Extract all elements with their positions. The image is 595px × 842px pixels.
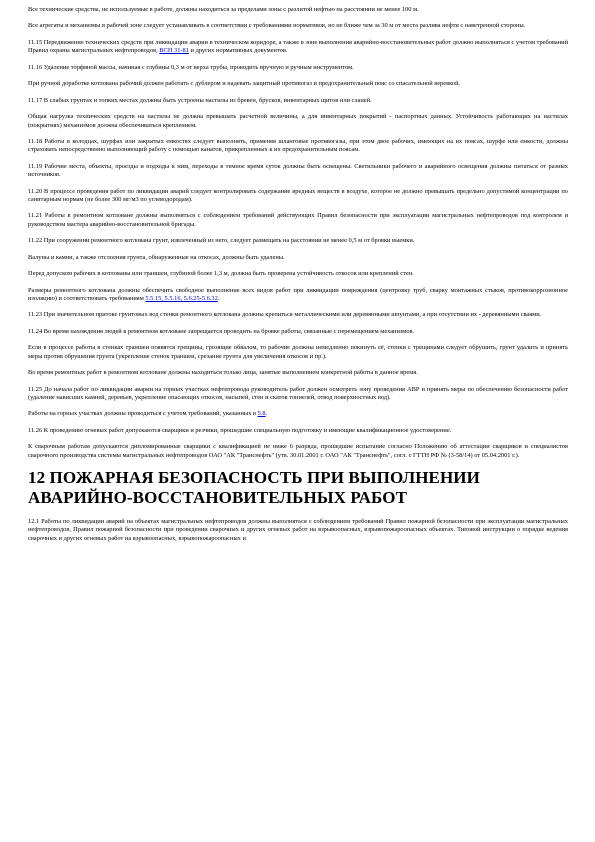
section-heading-line1: 12 ПОЖАРНАЯ БЕЗОПАСНОСТЬ ПРИ ВЫПОЛНЕНИИ [28, 468, 480, 488]
paragraph-text: Во время ремонтных работ в ремонтном котловане должны находиться только лица, занятые выполнением конкретной работы в данное время. [28, 369, 418, 377]
paragraph [28, 344, 568, 361]
paragraph [28, 328, 568, 336]
paragraph [28, 237, 568, 245]
paragraph [28, 386, 568, 403]
paragraph-text: 11.17 В слабых грунтах и топких местах должны быть устроены настилы из бревен, брусков, инвентарных щитов или сланей. [28, 96, 372, 104]
paragraph-text: Все технические средства, не используемые в работе, должны находиться за пределами зоны с разлитой нефтью на расстоянии не менее 100 м. [28, 6, 419, 13]
paragraph [28, 427, 568, 435]
section-heading [28, 468, 568, 508]
paragraph-text: 11.24 Во время нахождения людей в ремонтном котловане запрещается проводить на бровке работы, связанные с перемещением механизмов. [28, 327, 415, 335]
paragraph [28, 80, 568, 88]
paragraph [28, 443, 568, 460]
paragraph-text: 11.18 Работы в колодцах, шурфах или закрытых емкостях следует выполнять, применяя шланговые противогазы, при этом двое рабочих, имеющих на их поясах, шурфе или емкости, должны страховать непосредственно выполняющий работу с помощью канатов, прикрепленных к их предохранительным поясам. [28, 137, 568, 154]
paragraph-text: К сварочным работам допускаются дипломированные сварщики с квалификацией не ниже 6 разряда, прошедшие испытание согласно Положению об аттестации сварщиков и специалистов сварочного производства системы магистральных нефтепроводов ОАО "АК "Транснефть" (утв. 30.01.2001 г. ОАО "АК "Транснефть", согл. с ГТТН РФ № (3-58/14) от 05.04.2001 г.). [28, 443, 568, 459]
paragraph [28, 163, 568, 180]
paragraph-text: 11.20 В процессе проведения работ по ликвидации аварий следует контролировать содержание вредных веществ в воздухе, которое не должно превышать предельно допустимой концентрации по санитарным нормам (не более 300 мг/м3 по углеводородам). [28, 187, 568, 203]
paragraph-text: Размеры ремонтного котлована должны обеспечить свободное выполнение всех видов работ при ликвидации повреждения (центровку труб, сварку монтажных стыков, противокоррозионное изоляцию) и соответствовать требованиям [28, 286, 568, 302]
paragraph [28, 369, 568, 377]
section-heading-line2: АВАРИЙНО-ВОССТАНОВИТЕЛЬНЫХ РАБОТ [28, 488, 408, 508]
paragraph [28, 188, 568, 205]
paragraph-text: 11.21 Работы в ремонтном котловане должны выполняться с соблюдением требований действующих Правил безопасности при эксплуатации магистральных нефтепроводов под контролем и руководством мастера аварийно-восстановительной бригады. [28, 212, 568, 228]
paragraph-text: 11.26 К проведению огневых работ допускаются сварщики и резчики, прошедшие специальную подготовку и имеющие квалификационное удостоверение. [28, 426, 452, 434]
paragraph-text: 11.25 До начала работ по ликвидации аварии на горных участках нефтепровода руководитель работ должен осмотреть зону проведения АВР и принять меры по обеспечению безопасности работ (удаление нависших камней, деревьев, укрепление опасающих откосов, насыпей, стен и скатов тоннелей, отвод поверхностных вод). [28, 385, 568, 401]
paragraph [28, 270, 568, 278]
paragraph [28, 311, 568, 319]
paragraph-text: Валуны и камни, а также отслоения грунта, обнаруженные на откосах, должны быть удалены. [28, 253, 285, 261]
paragraph-text: 11.15 Передвижение технических средств при ликвидации аварии в техническом коридоре, а также в зоне выполнения аварийно-восстановительных работ должно выполняться с учетом требований Правил охраны магистральных нефтепроводов, [28, 38, 568, 55]
reference-link[interactable]: 5.8 [257, 410, 266, 418]
paragraph-text: Общая нагрузка технических средств на настилы не должна превышать расчетной величины, а для инвентарных покрытий - паспортных данных. Устойчивость работающих на настилах (покрытиях) механизмов должна обеспечиваться креплением. [28, 113, 568, 129]
paragraph-text-after: . [265, 410, 268, 418]
paragraph-text: Перед допуском рабочих в котлованы или траншеи, глубиной более 1,3 м, должна быть проверена устойчивость откосов или креплений стен. [28, 270, 414, 278]
paragraph [28, 6, 568, 14]
paragraph-text: При ручной доработке котлована рабочий должен работать с дублером и надевать защитный противогаз и предохранительный пояс со спасательной веревкой. [28, 80, 461, 88]
paragraph-text: 11.19 Рабочие места, объекты, проезды и подходы к ним, переходы в темное время суток должны быть освещены. Светильники рабочего и аварийного освещения должны питаться от разных источников. [28, 162, 568, 179]
paragraph [28, 113, 568, 130]
paragraph-text: 11.16 Удаление торфяной массы, начиная с глубины 0,3 м от верха трубы, проводить вручную и ручным инструментом. [28, 63, 354, 71]
document-body [28, 6, 568, 460]
paragraph-text: Если в процессе работы в стенках траншеи появятся трещины, грозящие обвалом, то рабочие должны немедленно покинуть её, стенки с трещинами следует обрушить, грунт удалить и принять меры против обрушения грунта (укрепление стенок траншеи, срезание грунта для увеличения откосов и пр.). [28, 344, 568, 360]
paragraph-text: 11.23 При значительном притоке грунтовых вод стенки ремонтного котлована должны крепиться металлическими или деревянными шпунтами, а при отсутствии их - деревянными сваями. [28, 311, 542, 319]
paragraph [28, 22, 568, 30]
paragraph [28, 97, 568, 105]
section-12-1-paragraph: 12.1 Работы по ликвидации аварий на объектах магистральных нефтепроводов должны выполняться с соблюдением требований Правил пожарной безопасности при эксплуатации магистральных нефтепроводов, Правил пожарной безопасности при проведении сварочных и других огневых работ на взрывоопасных, взрывопожароопасных объектах. Типовой инструкции о порядке ведения сварочных и других огневых работ на взрывоопасных, взрывопожароопасных и [28, 518, 568, 542]
reference-link[interactable]: 5.5.15, 5.5.16, 5.6.25-5.6.32 [145, 294, 218, 302]
paragraph-text: 11.22 При сооружении ремонтного котлована грунт, извлеченный из него, следует размещать на расстоянии не менее 0,5 м от бровки выемки. [28, 237, 415, 245]
paragraph [28, 39, 568, 56]
paragraph [28, 287, 568, 304]
paragraph [28, 212, 568, 229]
paragraph-text: Все агрегаты и механизмы в рабочей зоне следует устанавливать в соответствии с требованиями нормативов, но не ближе чем за 30 м от места разлива нефти с наветренной стороны. [28, 22, 526, 30]
paragraph-text: Работы на горных участках должны проводиться с учетом требований, указанных в [28, 410, 258, 418]
document-page [28, 6, 568, 551]
paragraph-text-after: . [217, 294, 220, 302]
paragraph [28, 64, 568, 72]
paragraph [28, 254, 568, 262]
reference-link[interactable]: ВСН 31-81 [159, 47, 189, 55]
paragraph [28, 138, 568, 155]
paragraph-text-after: и других нормативных документов. [188, 47, 288, 55]
paragraph [28, 410, 568, 418]
